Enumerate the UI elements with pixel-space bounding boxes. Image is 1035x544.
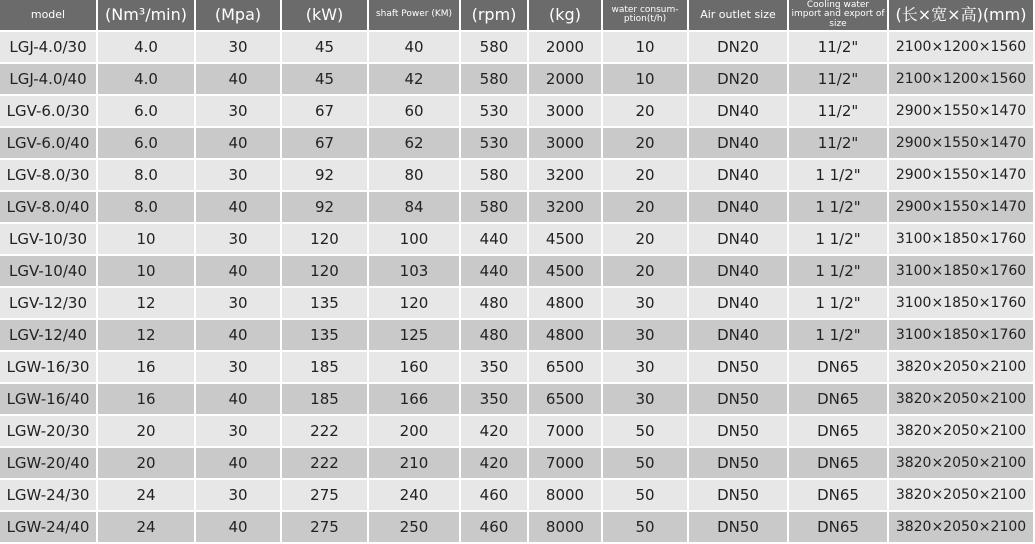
- table-row: [0, 415, 1034, 447]
- cell-model: LGJ-4.0/30: [0, 31, 97, 63]
- cell-water: 20: [602, 127, 688, 159]
- header-dimensions: (长×宽×高)(mm): [888, 0, 1034, 31]
- cell-speed: 350: [460, 351, 528, 383]
- cell-weight: 3200: [528, 159, 602, 191]
- cell-air-outlet: DN50: [688, 351, 788, 383]
- cell-air-outlet: DN50: [688, 479, 788, 511]
- cell-flow: 10: [97, 255, 195, 287]
- cell-pressure: 40: [195, 191, 281, 223]
- cell-power: 275: [281, 511, 368, 543]
- cell-size: 3820×2050×2100: [888, 447, 1034, 479]
- cell-flow: 24: [97, 511, 195, 543]
- cell-power: 92: [281, 159, 368, 191]
- cell-speed: 440: [460, 255, 528, 287]
- cell-pressure: 30: [195, 479, 281, 511]
- cell-water: 30: [602, 287, 688, 319]
- cell-shaft-power: 166: [368, 383, 460, 415]
- cell-cooling: 11/2": [788, 95, 888, 127]
- cell-cooling: DN65: [788, 383, 888, 415]
- cell-power: 135: [281, 287, 368, 319]
- cell-weight: 7000: [528, 447, 602, 479]
- cell-cooling: 1 1/2": [788, 255, 888, 287]
- cell-shaft-power: 100: [368, 223, 460, 255]
- cell-model: LGV-8.0/30: [0, 159, 97, 191]
- cell-flow: 12: [97, 319, 195, 351]
- cell-water: 50: [602, 511, 688, 543]
- cell-model: LGW-24/30: [0, 479, 97, 511]
- cell-flow: 4.0: [97, 63, 195, 95]
- cell-speed: 420: [460, 415, 528, 447]
- cell-air-outlet: DN40: [688, 255, 788, 287]
- header-shaft-power: shaft Power (KM): [368, 0, 460, 31]
- cell-air-outlet: DN20: [688, 63, 788, 95]
- table-row: [0, 63, 1034, 95]
- cell-size: 3820×2050×2100: [888, 479, 1034, 511]
- header-water-consumption: water consum- ption(t/h): [602, 0, 688, 31]
- cell-air-outlet: DN40: [688, 95, 788, 127]
- cell-pressure: 40: [195, 63, 281, 95]
- cell-weight: 3000: [528, 127, 602, 159]
- table-row: [0, 351, 1034, 383]
- cell-shaft-power: 42: [368, 63, 460, 95]
- header-weight: (kg): [528, 0, 602, 31]
- cell-air-outlet: DN40: [688, 127, 788, 159]
- cell-power: 135: [281, 319, 368, 351]
- table-row: [0, 31, 1034, 63]
- cell-model: LGV-12/40: [0, 319, 97, 351]
- cell-cooling: 11/2": [788, 127, 888, 159]
- cell-power: 120: [281, 255, 368, 287]
- cell-speed: 440: [460, 223, 528, 255]
- cell-cooling: 1 1/2": [788, 159, 888, 191]
- cell-size: 2900×1550×1470: [888, 159, 1034, 191]
- cell-water: 20: [602, 223, 688, 255]
- cell-flow: 16: [97, 351, 195, 383]
- cell-model: LGJ-4.0/40: [0, 63, 97, 95]
- cell-model: LGW-16/40: [0, 383, 97, 415]
- cell-size: 2100×1200×1560: [888, 63, 1034, 95]
- table-row: [0, 383, 1034, 415]
- cell-flow: 6.0: [97, 95, 195, 127]
- cell-speed: 580: [460, 63, 528, 95]
- cell-pressure: 40: [195, 127, 281, 159]
- cell-cooling: DN65: [788, 351, 888, 383]
- cell-pressure: 30: [195, 351, 281, 383]
- cell-weight: 8000: [528, 511, 602, 543]
- cell-power: 67: [281, 95, 368, 127]
- cell-cooling: DN65: [788, 447, 888, 479]
- cell-water: 50: [602, 415, 688, 447]
- cell-power: 185: [281, 351, 368, 383]
- header-model: model: [0, 0, 97, 31]
- cell-cooling: DN65: [788, 511, 888, 543]
- cell-water: 30: [602, 383, 688, 415]
- cell-pressure: 40: [195, 383, 281, 415]
- cell-shaft-power: 40: [368, 31, 460, 63]
- cell-shaft-power: 240: [368, 479, 460, 511]
- cell-air-outlet: DN50: [688, 447, 788, 479]
- cell-power: 185: [281, 383, 368, 415]
- cell-flow: 12: [97, 287, 195, 319]
- cell-pressure: 30: [195, 415, 281, 447]
- cell-size: 3820×2050×2100: [888, 383, 1034, 415]
- cell-model: LGV-6.0/40: [0, 127, 97, 159]
- cell-weight: 4800: [528, 287, 602, 319]
- cell-shaft-power: 84: [368, 191, 460, 223]
- cell-shaft-power: 125: [368, 319, 460, 351]
- cell-flow: 16: [97, 383, 195, 415]
- cell-speed: 420: [460, 447, 528, 479]
- cell-power: 222: [281, 447, 368, 479]
- cell-size: 3100×1850×1760: [888, 287, 1034, 319]
- cell-cooling: 1 1/2": [788, 191, 888, 223]
- table-row: [0, 479, 1034, 511]
- cell-power: 67: [281, 127, 368, 159]
- cell-weight: 6500: [528, 351, 602, 383]
- header-air-outlet: Air outlet size: [688, 0, 788, 31]
- table-row: [0, 447, 1034, 479]
- cell-cooling: 1 1/2": [788, 319, 888, 351]
- cell-speed: 460: [460, 479, 528, 511]
- cell-air-outlet: DN40: [688, 159, 788, 191]
- cell-speed: 350: [460, 383, 528, 415]
- cell-shaft-power: 60: [368, 95, 460, 127]
- cell-size: 3820×2050×2100: [888, 415, 1034, 447]
- cell-water: 30: [602, 319, 688, 351]
- cell-pressure: 30: [195, 287, 281, 319]
- table-row: [0, 511, 1034, 543]
- cell-pressure: 40: [195, 447, 281, 479]
- cell-air-outlet: DN20: [688, 31, 788, 63]
- cell-water: 20: [602, 95, 688, 127]
- cell-pressure: 30: [195, 95, 281, 127]
- table-row: [0, 319, 1034, 351]
- cell-model: LGV-8.0/40: [0, 191, 97, 223]
- cell-air-outlet: DN50: [688, 511, 788, 543]
- cell-cooling: DN65: [788, 415, 888, 447]
- cell-size: 3100×1850×1760: [888, 319, 1034, 351]
- cell-water: 30: [602, 351, 688, 383]
- cell-weight: 4500: [528, 223, 602, 255]
- table-row: [0, 223, 1034, 255]
- table-row: [0, 191, 1034, 223]
- cell-power: 222: [281, 415, 368, 447]
- cell-air-outlet: DN40: [688, 287, 788, 319]
- cell-pressure: 40: [195, 319, 281, 351]
- cell-weight: 4500: [528, 255, 602, 287]
- table-row: [0, 287, 1034, 319]
- table-row: [0, 127, 1034, 159]
- table-header: [0, 0, 1034, 31]
- cell-size: 3100×1850×1760: [888, 255, 1034, 287]
- cell-flow: 20: [97, 447, 195, 479]
- cell-size: 2900×1550×1470: [888, 95, 1034, 127]
- cell-cooling: 11/2": [788, 31, 888, 63]
- cell-cooling: 1 1/2": [788, 287, 888, 319]
- table-row: [0, 255, 1034, 287]
- cell-model: LGV-6.0/30: [0, 95, 97, 127]
- cell-speed: 530: [460, 95, 528, 127]
- cell-flow: 24: [97, 479, 195, 511]
- cell-shaft-power: 250: [368, 511, 460, 543]
- cell-cooling: 11/2": [788, 63, 888, 95]
- header-pressure: (Mpa): [195, 0, 281, 31]
- cell-shaft-power: 160: [368, 351, 460, 383]
- cell-size: 3820×2050×2100: [888, 351, 1034, 383]
- cell-speed: 580: [460, 191, 528, 223]
- cell-water: 20: [602, 191, 688, 223]
- cell-flow: 20: [97, 415, 195, 447]
- cell-cooling: DN65: [788, 479, 888, 511]
- cell-size: 2100×1200×1560: [888, 31, 1034, 63]
- cell-water: 10: [602, 63, 688, 95]
- cell-water: 50: [602, 479, 688, 511]
- cell-speed: 530: [460, 127, 528, 159]
- cell-flow: 8.0: [97, 191, 195, 223]
- cell-shaft-power: 62: [368, 127, 460, 159]
- header-cooling-water-size: Cooling water import and export of size: [788, 0, 888, 31]
- cell-weight: 2000: [528, 31, 602, 63]
- cell-speed: 480: [460, 319, 528, 351]
- cell-power: 45: [281, 31, 368, 63]
- cell-model: LGV-12/30: [0, 287, 97, 319]
- cell-power: 92: [281, 191, 368, 223]
- cell-weight: 2000: [528, 63, 602, 95]
- cell-weight: 8000: [528, 479, 602, 511]
- cell-model: LGW-20/30: [0, 415, 97, 447]
- cell-water: 50: [602, 447, 688, 479]
- cell-model: LGW-20/40: [0, 447, 97, 479]
- cell-flow: 4.0: [97, 31, 195, 63]
- cell-size: 2900×1550×1470: [888, 191, 1034, 223]
- cell-shaft-power: 103: [368, 255, 460, 287]
- cell-cooling: 1 1/2": [788, 223, 888, 255]
- cell-model: LGV-10/30: [0, 223, 97, 255]
- cell-shaft-power: 120: [368, 287, 460, 319]
- cell-water: 20: [602, 255, 688, 287]
- table-row: [0, 95, 1034, 127]
- cell-pressure: 30: [195, 223, 281, 255]
- cell-water: 20: [602, 159, 688, 191]
- cell-weight: 7000: [528, 415, 602, 447]
- header-speed: (rpm): [460, 0, 528, 31]
- cell-speed: 580: [460, 159, 528, 191]
- cell-air-outlet: DN50: [688, 383, 788, 415]
- cell-size: 3820×2050×2100: [888, 511, 1034, 543]
- cell-air-outlet: DN40: [688, 223, 788, 255]
- cell-power: 120: [281, 223, 368, 255]
- cell-air-outlet: DN40: [688, 319, 788, 351]
- cell-pressure: 40: [195, 511, 281, 543]
- cell-shaft-power: 80: [368, 159, 460, 191]
- cell-speed: 580: [460, 31, 528, 63]
- header-power: (kW): [281, 0, 368, 31]
- cell-size: 2900×1550×1470: [888, 127, 1034, 159]
- table-row: [0, 159, 1034, 191]
- cell-speed: 460: [460, 511, 528, 543]
- cell-power: 275: [281, 479, 368, 511]
- cell-pressure: 30: [195, 159, 281, 191]
- cell-weight: 4800: [528, 319, 602, 351]
- cell-flow: 6.0: [97, 127, 195, 159]
- header-row: [0, 0, 1034, 31]
- cell-model: LGW-24/40: [0, 511, 97, 543]
- cell-water: 10: [602, 31, 688, 63]
- cell-power: 45: [281, 63, 368, 95]
- table-body: [0, 31, 1034, 543]
- cell-weight: 3000: [528, 95, 602, 127]
- cell-flow: 10: [97, 223, 195, 255]
- cell-pressure: 40: [195, 255, 281, 287]
- cell-shaft-power: 210: [368, 447, 460, 479]
- cell-weight: 3200: [528, 191, 602, 223]
- cell-model: LGV-10/40: [0, 255, 97, 287]
- header-flow: (Nm³/min): [97, 0, 195, 31]
- cell-shaft-power: 200: [368, 415, 460, 447]
- cell-pressure: 30: [195, 31, 281, 63]
- cell-model: LGW-16/30: [0, 351, 97, 383]
- cell-size: 3100×1850×1760: [888, 223, 1034, 255]
- cell-speed: 480: [460, 287, 528, 319]
- cell-weight: 6500: [528, 383, 602, 415]
- cell-air-outlet: DN40: [688, 191, 788, 223]
- cell-air-outlet: DN50: [688, 415, 788, 447]
- cell-flow: 8.0: [97, 159, 195, 191]
